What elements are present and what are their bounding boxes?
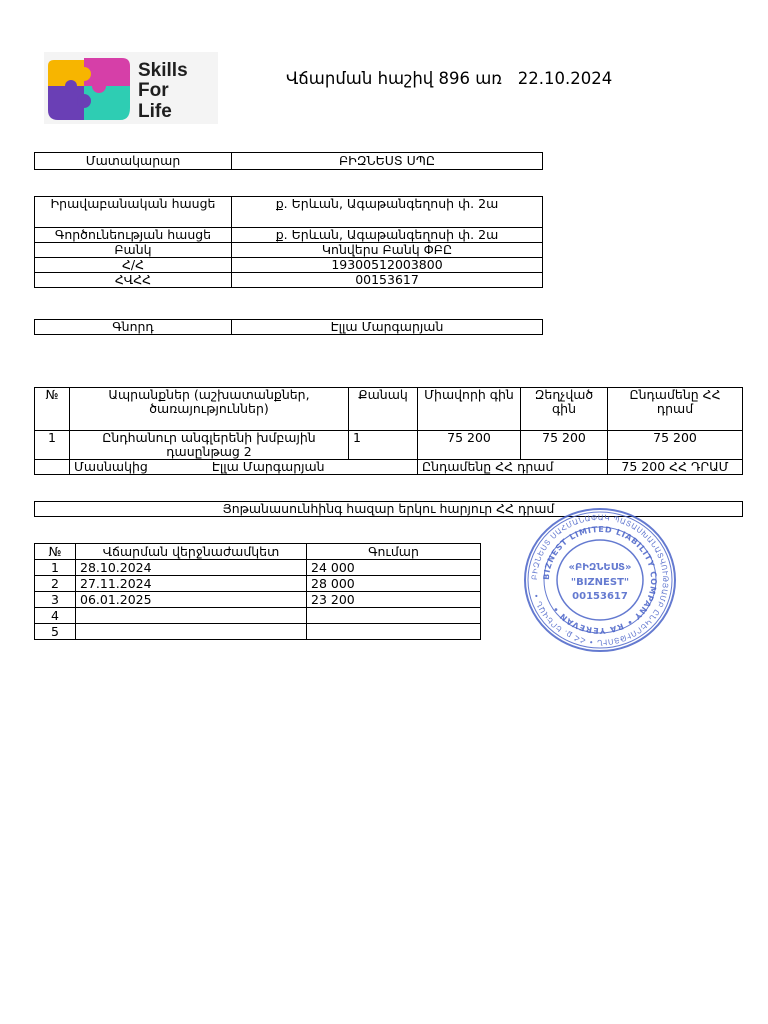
legal-address-value: ք. Երևան, Ագաթանգեղոսի փ. 2ա: [232, 197, 543, 228]
table-row: [35, 624, 481, 640]
payment-amount: [307, 624, 481, 640]
payment-no: 5: [35, 624, 76, 640]
business-address-value: ք. Երևան, Ագաթանգեղոսի փ. 2ա: [232, 228, 543, 243]
supplier-table: [34, 152, 543, 170]
supplier-label: Մատակարար: [35, 153, 232, 170]
stamp-center-line-3: 00153617: [572, 591, 628, 602]
item-total: 75 200: [608, 431, 743, 460]
payment-date: 28.10.2024: [76, 560, 307, 576]
items-header-unit-price: Միավորի գին: [418, 388, 521, 431]
tax-id-label: ՀՎՀՀ: [35, 273, 232, 288]
payment-date: [76, 624, 307, 640]
account-value: 19300512003800: [232, 258, 543, 273]
invoice-title: [286, 69, 612, 88]
payment-no: 1: [35, 560, 76, 576]
logo-line-3: Life: [138, 101, 172, 122]
item-name: Ընդհանուր անգլերենի խմբային դասընթաց 2: [70, 431, 349, 460]
tax-id-value: 00153617: [232, 273, 543, 288]
items-header-name: Ապրանքներ (աշխատանքներ, ծառայություններ): [70, 388, 349, 431]
supplier-details-table: [34, 196, 543, 288]
items-header-qty: Քանակ: [349, 388, 418, 431]
items-total-value: 75 200 ՀՀ ԴՐԱՄ: [608, 460, 743, 475]
table-row: [35, 576, 481, 592]
bank-value: Կոնվերս Բանկ ՓԲԸ: [232, 243, 543, 258]
item-unit-price: 75 200: [418, 431, 521, 460]
stamp-outer-ring-text: ԲԻԶՆԵՍՏ ՍԱՀՄԱՆԱՓԱԿ ՊԱՏԱՍԽԱՆԱՏՎՈՒԹՅԱՄԲ ԸՆԿԵՐՈՒԹՅՈՒՆ • ՀՀ ք. ԵՐԵՎԱՆ •: [529, 512, 671, 648]
company-logo: [44, 52, 218, 124]
payment-no: 4: [35, 608, 76, 624]
bank-label: Բանկ: [35, 243, 232, 258]
payment-amount: [307, 608, 481, 624]
item-discount-price: 75 200: [521, 431, 608, 460]
account-label: Հ/Հ: [35, 258, 232, 273]
amount-in-words: Յոթանասունհինգ հազար երկու հարյուր ՀՀ դրամ: [35, 502, 743, 517]
logo-line-1: Skills: [138, 60, 188, 81]
item-no: 1: [35, 431, 70, 460]
payments-header-amount: Գումար: [307, 544, 481, 560]
buyer-table: [34, 319, 543, 335]
invoice-title-text: Վճարման հաշիվ 896 առ: [286, 69, 502, 88]
payments-header-no: №: [35, 544, 76, 560]
payment-amount: 24 000: [307, 560, 481, 576]
items-header-total: Ընդամենը ՀՀ դրամ: [608, 388, 743, 431]
participant-cell: [70, 460, 418, 475]
payment-date: 06.01.2025: [76, 592, 307, 608]
invoice-date: 22.10.2024: [517, 69, 613, 88]
items-table: [34, 387, 743, 475]
participant-label: Մասնակից: [74, 459, 148, 474]
payment-no: 3: [35, 592, 76, 608]
table-row: [35, 608, 481, 624]
items-header-no: №: [35, 388, 70, 431]
buyer-value: Էլլա Մարգարյան: [232, 320, 543, 335]
items-header-discount-price: Զեղչված գին: [521, 388, 608, 431]
stamp-inner-ring-text: BIZNEST LIMITED LIABILITY COMPANY • RA YEREVAN •: [541, 524, 659, 636]
stamp-center-line-2: "BIZNEST": [570, 577, 630, 588]
payment-amount: 23 200: [307, 592, 481, 608]
payment-amount: 28 000: [307, 576, 481, 592]
participant-name: Էլլա Մարգարյան: [211, 459, 325, 474]
table-row: [35, 560, 481, 576]
buyer-label: Գնորդ: [35, 320, 232, 335]
payment-date: 27.11.2024: [76, 576, 307, 592]
payment-schedule-table: [34, 543, 481, 640]
payments-header-deadline: Վճարման վերջնաժամկետ: [76, 544, 307, 560]
legal-address-label: Իրավաբանական հասցե: [35, 197, 232, 228]
supplier-value: ԲԻԶՆԵՍՏ ՍՊԸ: [232, 153, 543, 170]
business-address-label: Գործունեության հասցե: [35, 228, 232, 243]
stamp-center-line-1: «ԲԻԶՆԵՍՏ»: [568, 562, 632, 573]
table-row: [35, 431, 743, 460]
company-stamp: [522, 508, 678, 652]
payment-date: [76, 608, 307, 624]
items-total-label: Ընդամենը ՀՀ դրամ: [418, 460, 608, 475]
logo-line-2: For: [138, 80, 169, 101]
payment-no: 2: [35, 576, 76, 592]
table-row: [35, 592, 481, 608]
item-qty: 1: [349, 431, 418, 460]
